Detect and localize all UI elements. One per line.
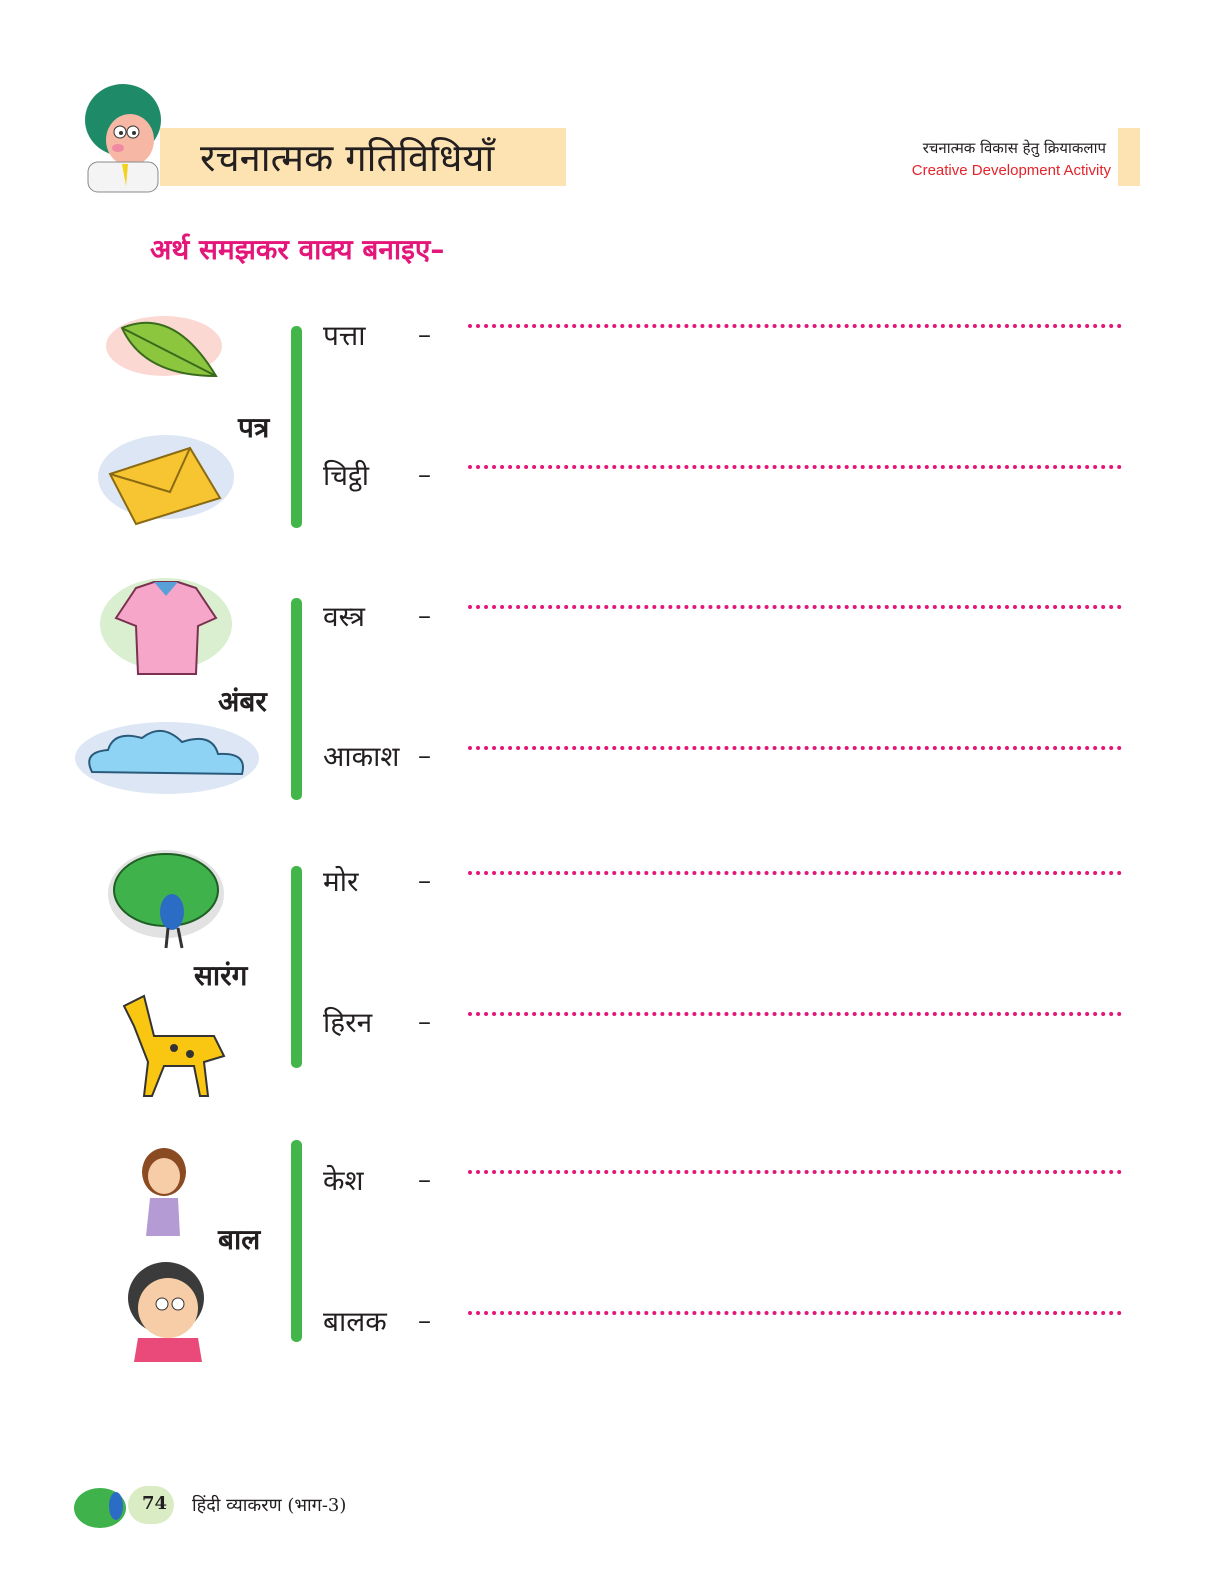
answer-line[interactable] [468,746,1122,750]
group-divider [291,598,302,800]
section-tag-marker [1118,128,1140,186]
answer-line[interactable] [468,871,1122,875]
dash: – [418,741,431,771]
envelope-illustration [96,432,236,522]
dash: – [418,1165,431,1195]
cloud-illustration [72,716,262,796]
meaning-baalak: बालक [323,1305,387,1338]
group-divider [291,326,302,528]
peacock-illustration [106,848,226,952]
section-tag-english: Creative Development Activity [911,162,1111,179]
dash: – [418,1007,431,1037]
dash: – [418,1306,431,1336]
mascot-girl-illustration [78,82,168,192]
answer-line[interactable] [468,1170,1122,1174]
boy-illustration [118,1258,214,1364]
section-tag-hindi: रचनात्मक विकास हेतु क्रियाकलाप [922,139,1106,157]
meaning-hiran: हिरन [323,1006,373,1039]
instruction-heading: अर्थ समझकर वाक्य बनाइए– [150,233,445,266]
group-divider [291,1140,302,1342]
meaning-kesh: केश [323,1164,364,1197]
answer-line[interactable] [468,1012,1122,1016]
dash: – [418,320,431,350]
word-baal: बाल [218,1223,261,1256]
group-divider [291,866,302,1068]
girl-hair-illustration [130,1146,210,1238]
answer-line[interactable] [468,1311,1122,1315]
shirt-illustration [98,574,234,678]
book-title: हिंदी व्याकरण (भाग-3) [192,1495,347,1516]
meaning-mor: मोर [323,865,359,898]
meaning-patta: पत्ता [323,319,366,352]
answer-line[interactable] [468,605,1122,609]
meaning-chitthi: चिट्ठी [323,459,369,492]
meaning-aakash: आकाश [323,740,400,773]
footer-peacock-icon [72,1480,134,1530]
leaf-illustration [104,306,224,386]
word-saarang: सारंग [194,959,248,992]
dash: – [418,460,431,490]
word-ambar: अंबर [218,685,267,718]
page-title: रचनात्मक गतिविधियाँ [200,136,495,180]
dash: – [418,601,431,631]
answer-line[interactable] [468,465,1122,469]
answer-line[interactable] [468,324,1122,328]
dash: – [418,866,431,896]
page-number: 74 [142,1493,168,1514]
word-patra: पत्र [238,411,270,444]
meaning-vastra: वस्त्र [323,600,365,633]
